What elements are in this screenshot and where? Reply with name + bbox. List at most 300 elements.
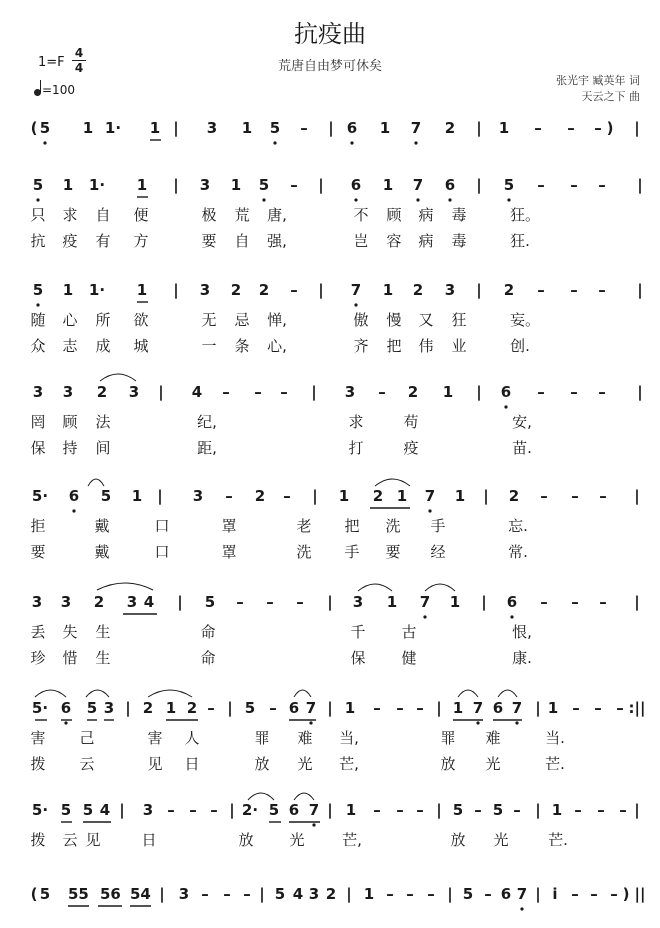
note: 2 xyxy=(142,699,154,717)
lyric-syllable: 有 xyxy=(95,232,111,250)
barline: | xyxy=(318,176,324,194)
note: 5 xyxy=(32,281,44,299)
lyric-syllable: 罔 xyxy=(30,413,46,431)
lyric-syllable: 把 xyxy=(344,517,360,535)
barline: | xyxy=(535,801,541,819)
lyric-syllable: 业 xyxy=(451,337,467,355)
note: 6 xyxy=(60,699,72,717)
lyric-syllable: 求 xyxy=(62,206,78,224)
lyric-syllable: 打 xyxy=(348,439,364,457)
note: – xyxy=(513,801,521,819)
lyric-syllable: 一 xyxy=(201,337,217,355)
note: – xyxy=(474,801,482,819)
lyric-syllable: 古 xyxy=(401,623,417,641)
slur xyxy=(294,690,311,697)
note: 7 xyxy=(305,699,317,717)
note: 1 xyxy=(551,801,563,819)
lyric-syllable: 健 xyxy=(401,649,417,667)
note: 5 xyxy=(492,801,504,819)
note: 5 xyxy=(39,885,51,903)
note: 7 xyxy=(516,885,528,903)
lyric-syllable: 见 xyxy=(85,831,101,849)
note: – xyxy=(225,487,233,505)
lyric-syllable: 手 xyxy=(430,517,446,535)
lyric-syllable: 极 xyxy=(201,206,217,224)
note: 7 xyxy=(424,487,436,505)
barline: | xyxy=(476,281,482,299)
barline: | xyxy=(634,487,640,505)
note: 5 xyxy=(268,801,280,819)
note: 3 xyxy=(206,119,218,137)
lyric-syllable: 失 xyxy=(62,623,78,641)
note: 5· xyxy=(31,487,49,505)
barline: | xyxy=(259,885,265,903)
note: 2 xyxy=(407,383,419,401)
lyric-syllable: 戴 xyxy=(94,543,110,561)
note: 6 xyxy=(346,119,358,137)
lyric-syllable: 罩 xyxy=(221,517,237,535)
slur xyxy=(498,690,517,697)
lyric-syllable: 当, xyxy=(339,729,359,747)
note: – xyxy=(243,885,251,903)
octave-dot xyxy=(262,198,265,201)
lyric-syllable: 日 xyxy=(184,755,200,773)
note: – xyxy=(599,593,607,611)
lyric-syllable: 命 xyxy=(200,649,216,667)
lyric-syllable: 老 xyxy=(296,517,312,535)
lyric-syllable: 芒, xyxy=(339,755,359,773)
time-denominator: 4 xyxy=(74,61,84,75)
lyric-syllable: 疫 xyxy=(62,232,78,250)
lyric-syllable: 害 xyxy=(30,729,46,747)
note: 6 xyxy=(288,801,300,819)
slur xyxy=(100,374,136,381)
lyric-syllable: 命 xyxy=(200,623,216,641)
note: 3 xyxy=(178,885,190,903)
octave-dot xyxy=(476,721,479,724)
lyric-syllable: 珍 xyxy=(30,649,46,667)
lyric-syllable: 芒. xyxy=(548,831,568,849)
note: 1 xyxy=(131,487,143,505)
note: 7 xyxy=(511,699,523,717)
note: – xyxy=(540,593,548,611)
note: – xyxy=(537,176,545,194)
note: 1 xyxy=(62,176,74,194)
slur xyxy=(248,793,274,800)
lyric-syllable: 顾 xyxy=(62,413,78,431)
note: – xyxy=(254,383,262,401)
note: – xyxy=(570,176,578,194)
note: 2 xyxy=(412,281,424,299)
barline: | xyxy=(346,885,352,903)
note: – xyxy=(300,119,308,137)
note: 7 xyxy=(410,119,422,137)
barline: | xyxy=(159,885,165,903)
octave-dot xyxy=(448,198,451,201)
barline: | xyxy=(327,801,333,819)
lyric-syllable: 安, xyxy=(512,413,532,431)
lyric-syllable: 口 xyxy=(154,517,170,535)
song-title: 抗疫曲 xyxy=(294,20,366,48)
note: – xyxy=(283,487,291,505)
tempo-value: =100 xyxy=(42,83,75,97)
note: – xyxy=(571,593,579,611)
note: 2 xyxy=(372,487,384,505)
octave-dot xyxy=(520,907,523,910)
lyric-syllable: 拨 xyxy=(30,831,46,849)
octave-dot xyxy=(64,721,67,724)
lyric-syllable: 千 xyxy=(350,623,366,641)
lyric-syllable: 自 xyxy=(234,232,250,250)
lyricist-credit: 张光宇 臧英年 词 xyxy=(556,74,640,87)
note: 3 xyxy=(344,383,356,401)
note: 3 xyxy=(103,699,115,717)
lyric-syllable: 间 xyxy=(95,439,111,457)
lyric-syllable: 光 xyxy=(289,831,305,849)
note: – xyxy=(396,699,404,717)
note: – xyxy=(599,487,607,505)
note: – xyxy=(201,885,209,903)
barline: | xyxy=(436,801,442,819)
lyric-syllable: 顾 xyxy=(386,206,402,224)
note: 5 xyxy=(82,801,94,819)
note: – xyxy=(597,801,605,819)
note: 1 xyxy=(136,176,148,194)
barline: | xyxy=(637,281,643,299)
note: 2 xyxy=(325,885,337,903)
note: ( xyxy=(30,885,38,903)
lyric-syllable: 强, xyxy=(267,232,287,250)
note: – xyxy=(540,487,548,505)
note: 2 xyxy=(444,119,456,137)
lyric-syllable: 罪 xyxy=(440,729,456,747)
lyric-syllable: 岂 xyxy=(353,232,369,250)
barline: | xyxy=(173,281,179,299)
slur xyxy=(148,690,192,697)
barline: | xyxy=(634,119,640,137)
lyric-syllable: 生 xyxy=(95,649,111,667)
note: 1 xyxy=(452,699,464,717)
lyric-syllable: 惮, xyxy=(267,311,287,329)
note: – xyxy=(396,801,404,819)
note: – xyxy=(290,281,298,299)
lyric-syllable: 病 xyxy=(418,206,434,224)
lyric-syllable: 口 xyxy=(154,543,170,561)
lyric-syllable: 容 xyxy=(386,232,402,250)
barline: | xyxy=(481,593,487,611)
lyric-syllable: 条 xyxy=(234,337,250,355)
lyric-syllable: 要 xyxy=(201,232,217,250)
barline: | xyxy=(634,593,640,611)
note: 4 xyxy=(292,885,304,903)
barline: | xyxy=(229,801,235,819)
note: 1 xyxy=(382,176,394,194)
note: – xyxy=(610,885,618,903)
barline: | xyxy=(327,593,333,611)
note: 1 xyxy=(345,801,357,819)
barline: | xyxy=(312,487,318,505)
lyric-syllable: 又 xyxy=(418,311,434,329)
note: 3 xyxy=(199,176,211,194)
slur xyxy=(35,690,66,697)
note: – xyxy=(598,176,606,194)
note: 5 xyxy=(60,801,72,819)
note: – xyxy=(590,885,598,903)
note: ) xyxy=(606,119,614,137)
barline: | xyxy=(476,119,482,137)
octave-dot xyxy=(312,823,315,826)
note: – xyxy=(189,801,197,819)
note: 3 xyxy=(308,885,320,903)
barline: | xyxy=(535,885,541,903)
lyric-syllable: 忌 xyxy=(234,311,250,329)
note: 5 xyxy=(258,176,270,194)
note: 4 xyxy=(143,593,155,611)
note: 55 xyxy=(68,885,89,903)
lyric-syllable: 己 xyxy=(79,729,95,747)
note: 1 xyxy=(379,119,391,137)
note: 2 xyxy=(508,487,520,505)
barline: | xyxy=(483,487,489,505)
note: – xyxy=(373,699,381,717)
note: 5 xyxy=(204,593,216,611)
note: – xyxy=(222,383,230,401)
note: – xyxy=(598,383,606,401)
lyric-syllable: 毒 xyxy=(451,206,467,224)
slur xyxy=(358,584,392,591)
note: – xyxy=(207,699,215,717)
note: 5 xyxy=(39,119,51,137)
note: i xyxy=(552,885,558,903)
lyric-syllable: 苗. xyxy=(512,439,532,457)
note: 2 xyxy=(93,593,105,611)
note: 6 xyxy=(500,383,512,401)
note: 5 xyxy=(503,176,515,194)
note: 1 xyxy=(165,699,177,717)
lyric-syllable: 疫 xyxy=(403,439,419,457)
barline: | xyxy=(158,383,164,401)
lyric-syllable: 傲 xyxy=(353,311,369,329)
lyric-syllable: 不 xyxy=(353,206,369,224)
lyric-syllable: 持 xyxy=(62,439,78,457)
note: 1 xyxy=(449,593,461,611)
note: – xyxy=(570,281,578,299)
note: – xyxy=(571,487,579,505)
note: 5 xyxy=(100,487,112,505)
note: – xyxy=(290,176,298,194)
lyric-syllable: 求 xyxy=(348,413,364,431)
lyric-syllable: 光 xyxy=(297,755,313,773)
lyric-syllable: 光 xyxy=(485,755,501,773)
lyric-syllable: 罩 xyxy=(221,543,237,561)
lyric-syllable: 便 xyxy=(133,206,149,224)
barline: | xyxy=(327,699,333,717)
note: 1 xyxy=(241,119,253,137)
barline: | xyxy=(637,383,643,401)
note: 2 xyxy=(186,699,198,717)
note: 2 xyxy=(258,281,270,299)
song-subtitle: 荒唐自由梦可休矣 xyxy=(277,59,382,74)
note: – xyxy=(266,593,274,611)
note: 3 xyxy=(352,593,364,611)
barline: | xyxy=(173,119,179,137)
note: 1 xyxy=(454,487,466,505)
octave-dot xyxy=(414,141,417,144)
lyric-syllable: 城 xyxy=(133,337,149,355)
note: 3 xyxy=(444,281,456,299)
lyric-syllable: 放 xyxy=(440,755,456,773)
note: ) xyxy=(622,885,630,903)
lyric-syllable: 见 xyxy=(147,755,163,773)
lyric-syllable: 放 xyxy=(238,831,254,849)
barline: | xyxy=(634,801,640,819)
barline: | xyxy=(447,885,453,903)
lyric-syllable: 光 xyxy=(493,831,509,849)
note: – xyxy=(594,119,602,137)
note: 2 xyxy=(96,383,108,401)
note: – xyxy=(537,281,545,299)
barline: | xyxy=(328,119,334,137)
note: 7 xyxy=(472,699,484,717)
note: 1· xyxy=(88,281,106,299)
note: 1 xyxy=(136,281,148,299)
note: 5 xyxy=(32,176,44,194)
lyric-syllable: 拒 xyxy=(30,517,46,535)
note: 3 xyxy=(192,487,204,505)
barline: | xyxy=(119,801,125,819)
note: 54 xyxy=(130,885,151,903)
lyric-syllable: 志 xyxy=(62,337,78,355)
lyric-syllable: 狂. xyxy=(510,232,530,250)
note: – xyxy=(416,699,424,717)
lyric-syllable: 保 xyxy=(350,649,366,667)
note: 6 xyxy=(444,176,456,194)
note: 7 xyxy=(350,281,362,299)
lyric-syllable: 洗 xyxy=(385,517,401,535)
slur xyxy=(86,690,109,697)
note: 3 xyxy=(60,593,72,611)
note: – xyxy=(269,699,277,717)
lyric-syllable: 所 xyxy=(95,311,111,329)
note: 6 xyxy=(500,885,512,903)
lyric-syllable: 唐, xyxy=(267,206,287,224)
note: 6 xyxy=(68,487,80,505)
note: 1 xyxy=(149,119,161,137)
note: 5· xyxy=(31,801,49,819)
lyric-syllable: 云 xyxy=(79,755,95,773)
note: – xyxy=(378,383,386,401)
lyric-syllable: 要 xyxy=(385,543,401,561)
note: 7 xyxy=(419,593,431,611)
lyric-syllable: 丢 xyxy=(30,623,46,641)
note: 4 xyxy=(191,383,203,401)
note: 5· xyxy=(31,699,49,717)
note: – xyxy=(427,885,435,903)
lyric-syllable: 常. xyxy=(508,543,528,561)
note: 1· xyxy=(88,176,106,194)
lyric-syllable: 忘. xyxy=(508,517,528,535)
note: – xyxy=(567,119,575,137)
octave-dot xyxy=(309,721,312,724)
note: – xyxy=(571,885,579,903)
lyric-syllable: 人 xyxy=(184,729,200,747)
time-numerator: 4 xyxy=(72,46,86,61)
note: – xyxy=(619,801,627,819)
lyric-syllable: 康. xyxy=(512,649,532,667)
lyric-syllable: 洗 xyxy=(296,543,312,561)
note: – xyxy=(296,593,304,611)
note: – xyxy=(598,281,606,299)
note: 1 xyxy=(396,487,408,505)
note: 5 xyxy=(86,699,98,717)
lyric-syllable: 恨, xyxy=(512,623,532,641)
note: 56 xyxy=(100,885,121,903)
note: 1 xyxy=(230,176,242,194)
note: – xyxy=(280,383,288,401)
note: 1 xyxy=(62,281,74,299)
note: – xyxy=(572,699,580,717)
note: 1 xyxy=(382,281,394,299)
lyric-syllable: 放 xyxy=(254,755,270,773)
octave-dot xyxy=(36,198,39,201)
note: 5 xyxy=(244,699,256,717)
note: 2· xyxy=(241,801,259,819)
lyric-syllable: 狂。 xyxy=(510,206,541,224)
barline: | xyxy=(476,383,482,401)
barline: | xyxy=(311,383,317,401)
note: 3 xyxy=(128,383,140,401)
lyric-syllable: 无 xyxy=(201,311,217,329)
lyric-syllable: 荒 xyxy=(234,206,250,224)
note: – xyxy=(534,119,542,137)
note: – xyxy=(223,885,231,903)
lyric-syllable: 芒. xyxy=(545,755,565,773)
note: 1 xyxy=(547,699,559,717)
lyric-syllable: 自 xyxy=(95,206,111,224)
octave-dot xyxy=(350,141,353,144)
lyric-syllable: 众 xyxy=(30,337,46,355)
note: – xyxy=(373,801,381,819)
lyric-syllable: 方 xyxy=(133,232,149,250)
octave-dot xyxy=(510,615,513,618)
note: 3 xyxy=(126,593,138,611)
lyric-syllable: 心 xyxy=(62,311,78,329)
lyric-syllable: 要 xyxy=(30,543,46,561)
note: – xyxy=(416,801,424,819)
lyric-syllable: 法 xyxy=(95,413,111,431)
note: – xyxy=(236,593,244,611)
note: 6 xyxy=(350,176,362,194)
lyric-syllable: 妄。 xyxy=(510,311,541,329)
lyric-syllable: 日 xyxy=(141,831,157,849)
barline: | xyxy=(227,699,233,717)
note: || xyxy=(634,885,646,903)
octave-dot xyxy=(423,615,426,618)
note: ( xyxy=(30,119,38,137)
lyric-syllable: 随 xyxy=(30,311,46,329)
barline: | xyxy=(173,176,179,194)
lyric-syllable: 成 xyxy=(95,337,111,355)
note: 3 xyxy=(32,383,44,401)
lyric-syllable: 苟 xyxy=(403,413,419,431)
octave-dot xyxy=(72,509,75,512)
note: 2 xyxy=(254,487,266,505)
note: – xyxy=(594,699,602,717)
note: 1 xyxy=(498,119,510,137)
note: – xyxy=(484,885,492,903)
note: – xyxy=(537,383,545,401)
lyric-syllable: 芒, xyxy=(342,831,362,849)
